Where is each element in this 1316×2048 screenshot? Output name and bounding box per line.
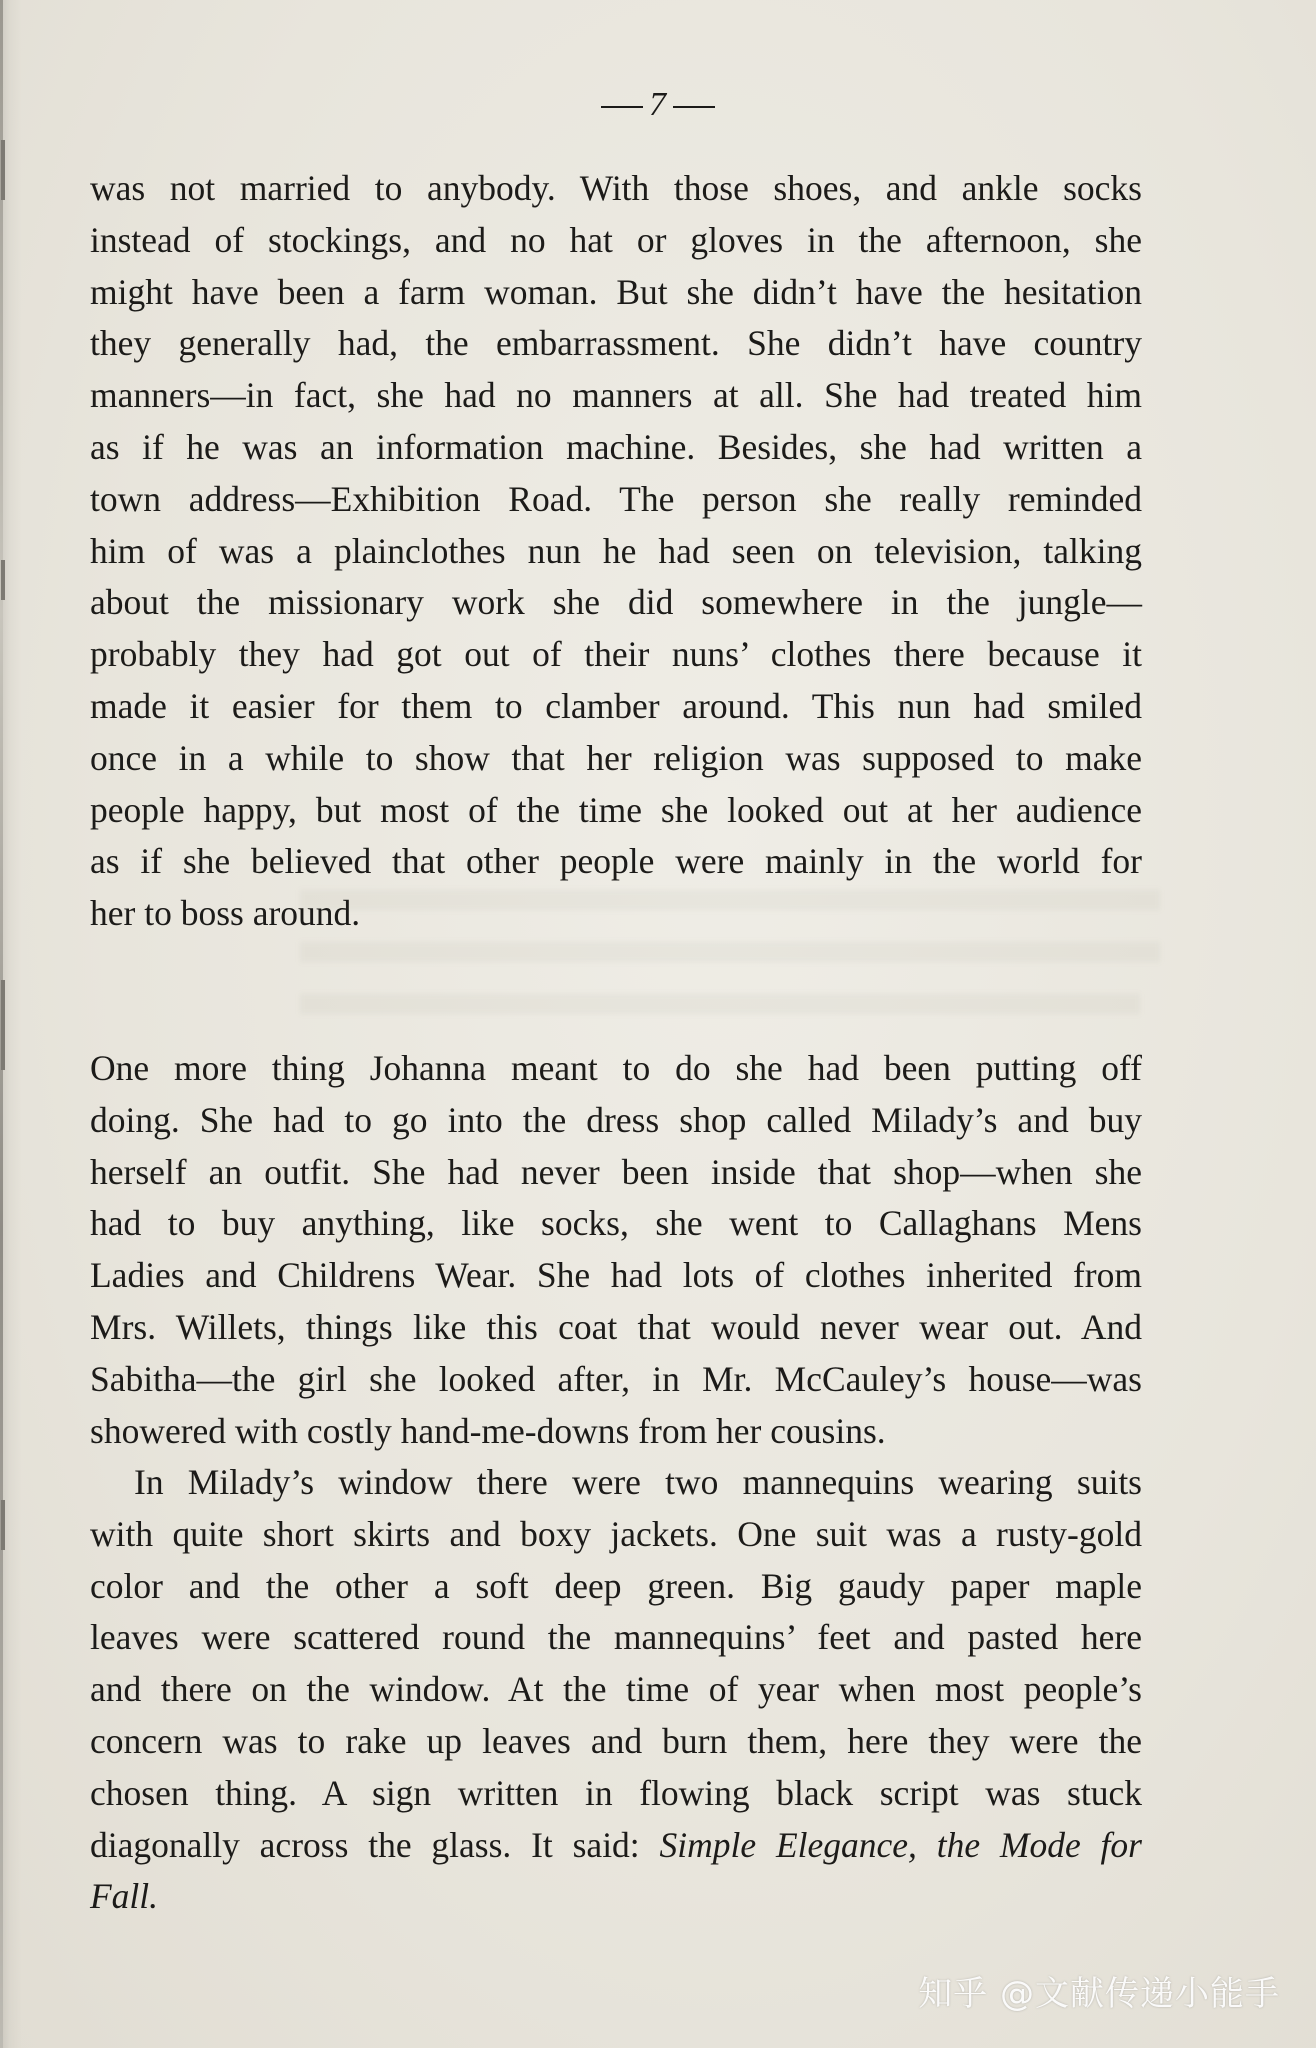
- text-line: and there on the window. At the time of year when most people’s: [90, 1669, 1142, 1710]
- text-line: Mrs. Willets, things like this coat that would never wear out. And: [90, 1306, 1142, 1347]
- text-line: instead of stockings, and no hat or gloves in the afternoon, she: [90, 219, 1142, 260]
- edge-mark: [1, 1500, 5, 1550]
- text-line: as if she believed that other people were mainly in the world for: [90, 841, 1142, 882]
- edge-mark: [1, 560, 5, 600]
- text-line: color and the other a soft deep green. Big gaudy paper maple: [90, 1565, 1142, 1606]
- folio-dash-left: [601, 106, 643, 108]
- text-line: [90, 1871, 1142, 1923]
- text-run: diagonally across the glass. It said:: [90, 1824, 640, 1865]
- paragraph-3: [90, 1457, 1142, 1923]
- bleed-through-shadow: [300, 994, 1140, 1014]
- italic-title-run: Simple Elegance, the Mode for: [659, 1824, 1142, 1865]
- text-line: showered with costly hand-me-downs from her cousins.: [90, 1410, 886, 1451]
- text-line: chosen thing. A sign written in flowing black script was stuck: [90, 1772, 1142, 1813]
- folio-dash-right: [673, 106, 715, 108]
- text-line: with quite short skirts and boxy jackets. One suit was a rusty-gold: [90, 1513, 1142, 1554]
- text-line: made it easier for them to clamber around. This nun had smiled: [90, 685, 1142, 726]
- text-line: One more thing Johanna meant to do she had been putting off: [90, 1048, 1142, 1088]
- page-number: [0, 86, 1316, 124]
- text-line: they generally had, the embarrassment. She didn’t have country: [90, 323, 1142, 364]
- paragraph-2: [90, 1043, 1142, 1457]
- text-line: probably they had got out of their nuns’ clothes there because it: [90, 634, 1142, 675]
- text-line: herself an outfit. She had never been inside that shop—when she: [90, 1151, 1142, 1192]
- text-line: about the missionary work she did somewhere in the jungle—: [90, 582, 1142, 623]
- edge-mark: [1, 980, 5, 1070]
- watermark-text: 知乎 @文献传递小能手: [918, 1974, 1280, 2014]
- text-line: In Milady’s window there were two mannequins wearing suits: [134, 1462, 1142, 1502]
- bleed-through-shadow: [300, 942, 1160, 962]
- text-line: once in a while to show that her religion was supposed to make: [90, 737, 1142, 778]
- text-line: as if he was an information machine. Besides, she had written a: [90, 426, 1142, 467]
- text-line: doing. She had to go into the dress shop called Milady’s and buy: [90, 1099, 1142, 1140]
- text-line: people happy, but most of the time she looked out at her audience: [90, 789, 1142, 830]
- text-line-mixed: [90, 1820, 1142, 1872]
- text-line: concern was to rake up leaves and burn them, here they were the: [90, 1720, 1142, 1761]
- edge-mark: [1, 140, 5, 200]
- page-number-value: 7: [649, 86, 667, 123]
- text-line: leaves were scattered round the mannequins’ feet and pasted here: [90, 1617, 1142, 1658]
- text-line: town address—Exhibition Road. The person she really reminded: [90, 478, 1142, 519]
- text-line: manners—in fact, she had no manners at all. She had treated him: [90, 375, 1142, 416]
- text-line: had to buy anything, like socks, she went to Callaghans Mens: [90, 1203, 1142, 1244]
- text-line: Ladies and Childrens Wear. She had lots of clothes inherited from: [90, 1255, 1142, 1296]
- italic-title-run: Fall.: [90, 1876, 159, 1917]
- text-line: Sabitha—the girl she looked after, in Mr. McCauley’s house—was: [90, 1358, 1142, 1399]
- text-line: might have been a farm woman. But she didn’t have the hesitation: [90, 271, 1142, 312]
- text-line: him of was a plainclothes nun he had seen on television, talking: [90, 530, 1142, 571]
- paragraph-1: [90, 163, 1142, 940]
- text-line: her to boss around.: [90, 893, 361, 934]
- text-line: was not married to anybody. With those shoes, and ankle socks: [90, 168, 1142, 208]
